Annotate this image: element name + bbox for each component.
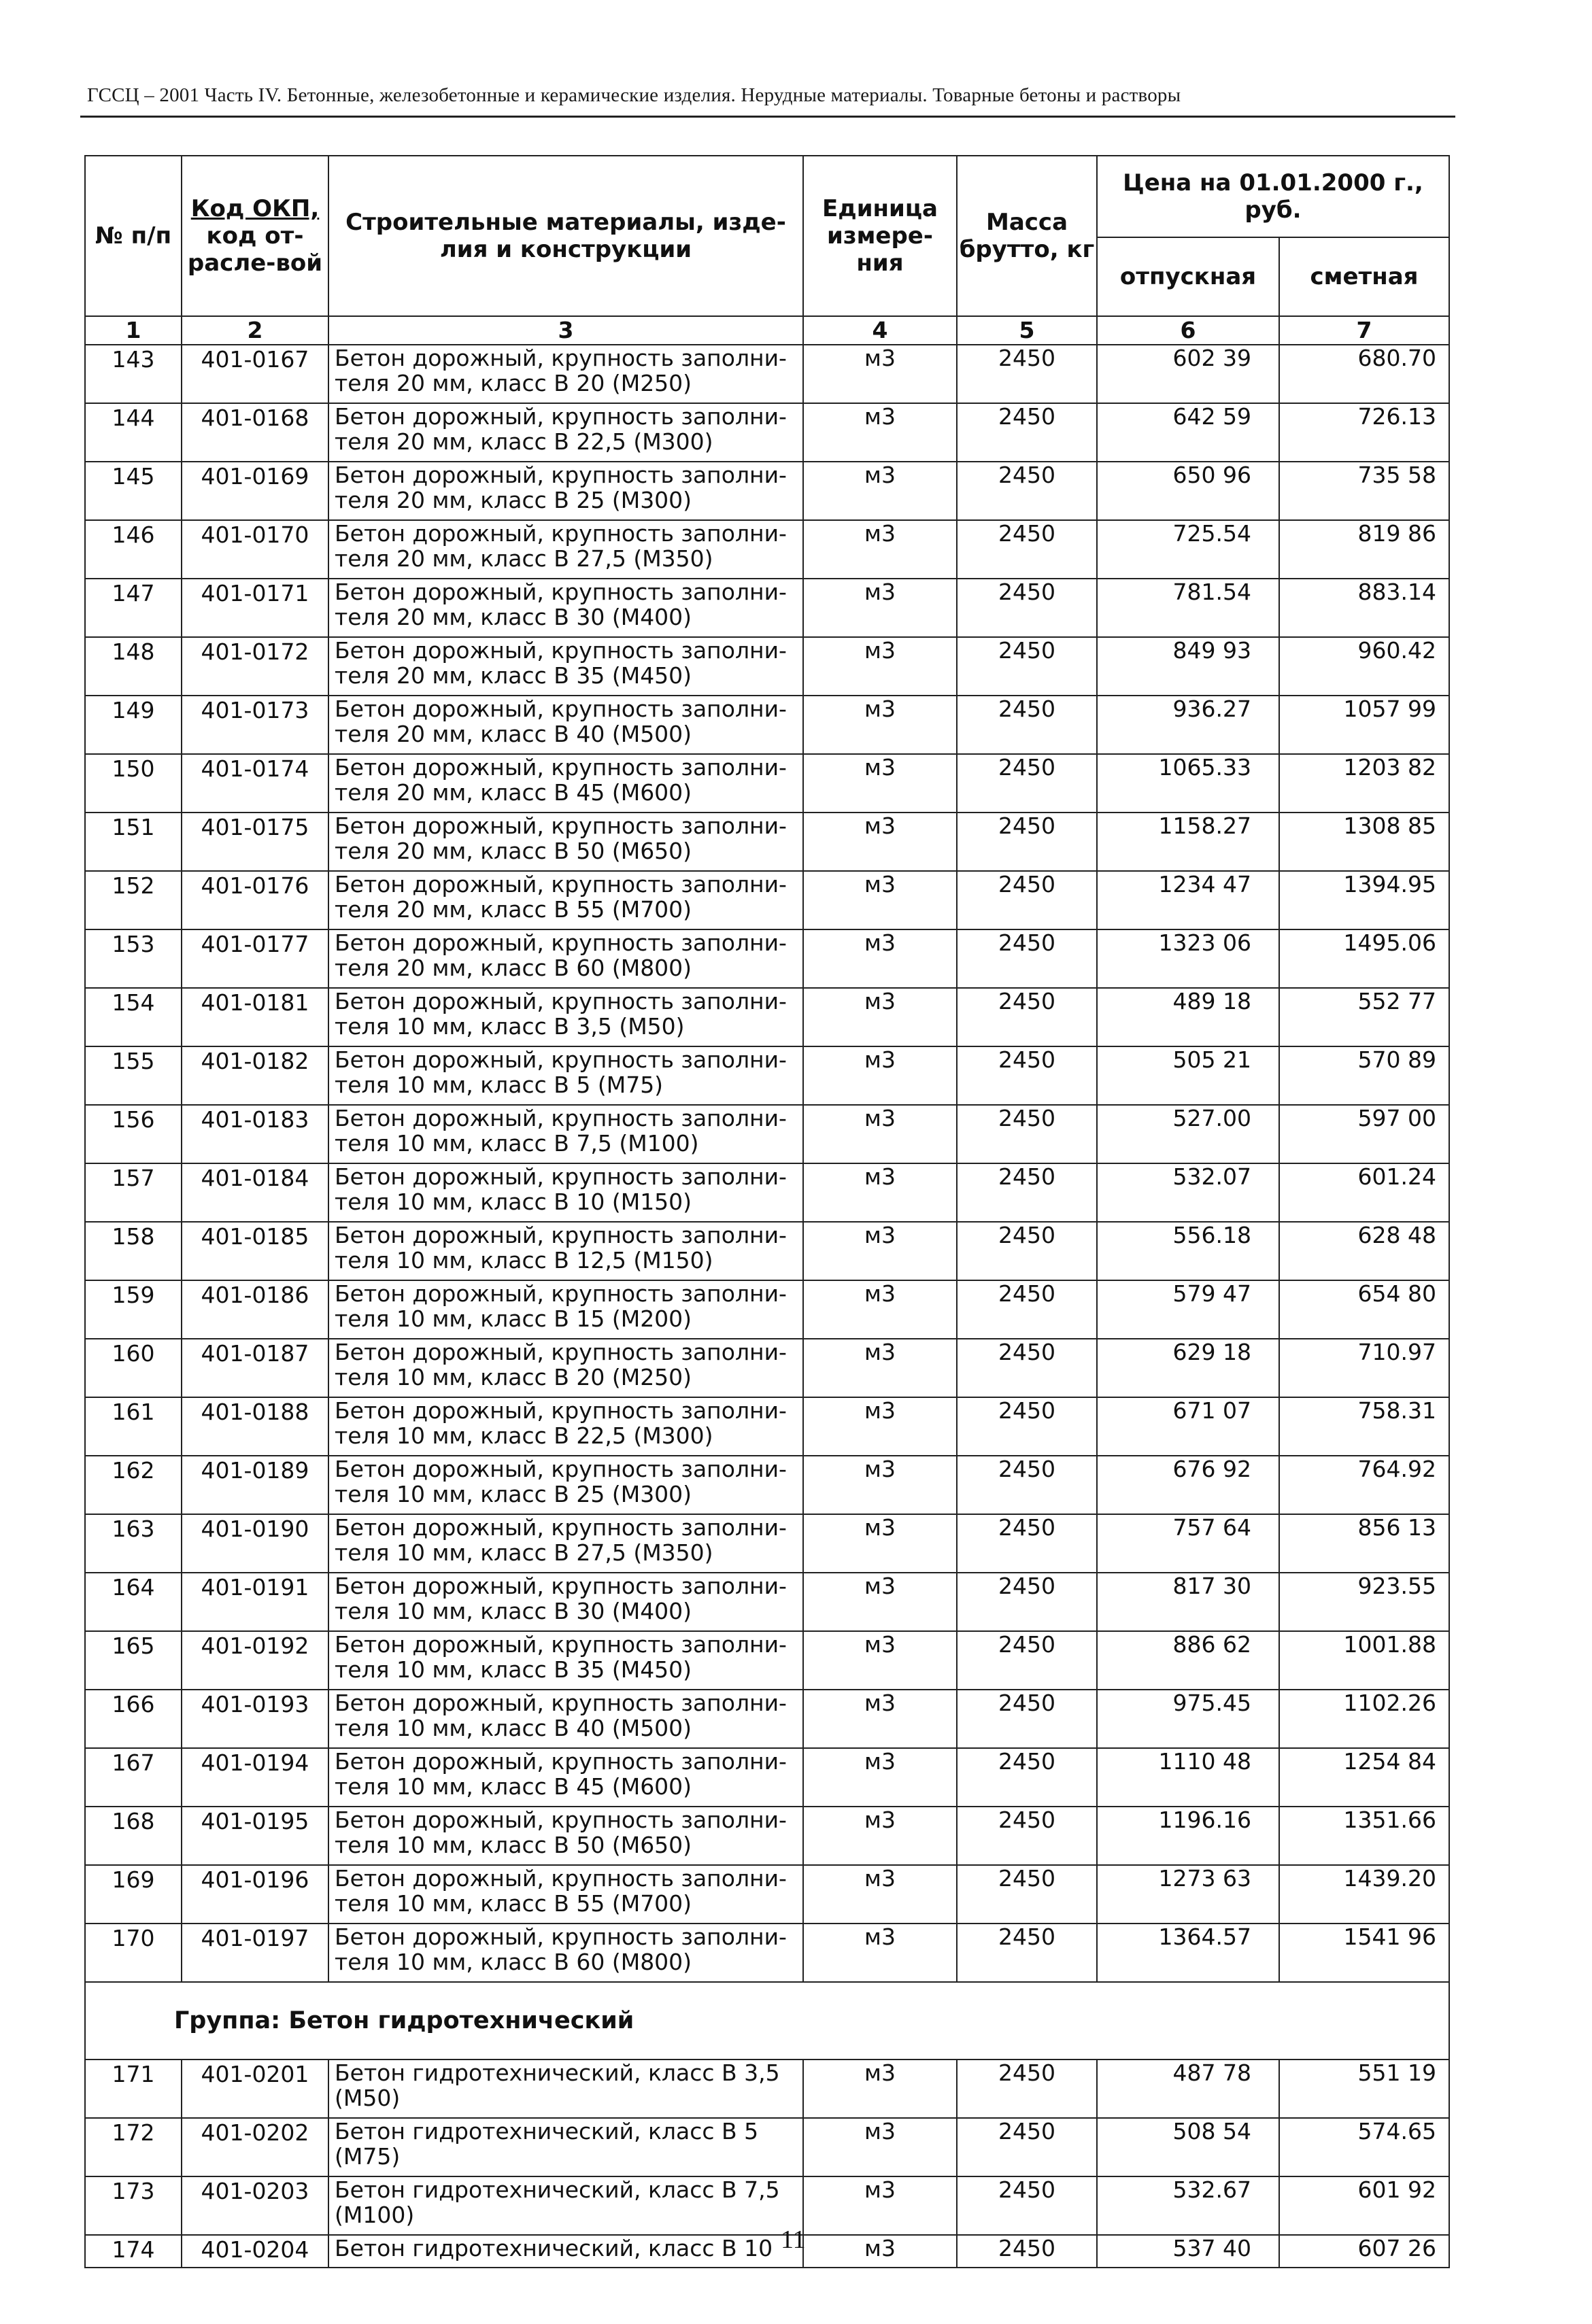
table-row xyxy=(85,1339,1449,1397)
table-row xyxy=(85,1865,1449,1924)
gross-mass: 2450 xyxy=(957,2176,1097,2235)
unit-of-measure: м3 xyxy=(803,520,957,579)
row-number: 160 xyxy=(85,1339,182,1397)
estimate-price: 1439.20 xyxy=(1279,1865,1449,1924)
release-price: 556.18 xyxy=(1097,1222,1279,1280)
table-body-road-concrete xyxy=(85,345,1449,1982)
column-number: 3 xyxy=(328,316,803,345)
gross-mass: 2450 xyxy=(957,403,1097,462)
table-row xyxy=(85,462,1449,520)
okp-code: 401-0185 xyxy=(182,1222,328,1280)
header-num: № п/п xyxy=(85,156,182,316)
gross-mass: 2450 xyxy=(957,1631,1097,1690)
estimate-price: 923.55 xyxy=(1279,1573,1449,1631)
release-price: 650 96 xyxy=(1097,462,1279,520)
gross-mass: 2450 xyxy=(957,1105,1097,1163)
release-price: 489 18 xyxy=(1097,988,1279,1046)
row-number: 170 xyxy=(85,1924,182,1982)
estimate-price: 1495.06 xyxy=(1279,929,1449,988)
unit-of-measure: м3 xyxy=(803,1339,957,1397)
table-row xyxy=(85,1397,1449,1456)
estimate-price: 883.14 xyxy=(1279,579,1449,637)
material-name: Бетон дорожный, крупность заполни-теля 10 мм, класс В 5 (М75) xyxy=(328,1046,803,1105)
unit-of-measure: м3 xyxy=(803,1690,957,1748)
release-price: 1273 63 xyxy=(1097,1865,1279,1924)
okp-code: 401-0195 xyxy=(182,1807,328,1865)
estimate-price: 1308 85 xyxy=(1279,813,1449,871)
header-name: Строительные материалы, изде-лия и конструкции xyxy=(328,156,803,316)
unit-of-measure: м3 xyxy=(803,1280,957,1339)
unit-of-measure: м3 xyxy=(803,1105,957,1163)
row-number: 156 xyxy=(85,1105,182,1163)
release-price: 936.27 xyxy=(1097,696,1279,754)
table-row xyxy=(85,403,1449,462)
release-price: 1065.33 xyxy=(1097,754,1279,813)
group-section xyxy=(85,1982,1449,2060)
gross-mass: 2450 xyxy=(957,1163,1097,1222)
row-number: 155 xyxy=(85,1046,182,1105)
unit-of-measure: м3 xyxy=(803,403,957,462)
column-number: 1 xyxy=(85,316,182,345)
unit-of-measure: м3 xyxy=(803,2176,957,2235)
release-price: 886 62 xyxy=(1097,1631,1279,1690)
table-row xyxy=(85,988,1449,1046)
gross-mass: 2450 xyxy=(957,813,1097,871)
table-body-hydro-concrete xyxy=(85,2060,1449,2268)
release-price: 1323 06 xyxy=(1097,929,1279,988)
estimate-price: 654 80 xyxy=(1279,1280,1449,1339)
unit-of-measure: м3 xyxy=(803,1397,957,1456)
unit-of-measure: м3 xyxy=(803,579,957,637)
okp-code: 401-0187 xyxy=(182,1339,328,1397)
release-price: 532.07 xyxy=(1097,1163,1279,1222)
estimate-price: 819 86 xyxy=(1279,520,1449,579)
release-price: 1110 48 xyxy=(1097,1748,1279,1807)
gross-mass: 2450 xyxy=(957,2060,1097,2118)
table-row xyxy=(85,579,1449,637)
release-price: 757 64 xyxy=(1097,1514,1279,1573)
material-name: Бетон дорожный, крупность заполни-теля 10 мм, класс В 20 (М250) xyxy=(328,1339,803,1397)
gross-mass: 2450 xyxy=(957,1690,1097,1748)
row-number: 159 xyxy=(85,1280,182,1339)
gross-mass: 2450 xyxy=(957,637,1097,696)
group-title: Группа: Бетон гидротехнический xyxy=(85,1982,1449,2060)
estimate-price: 1394.95 xyxy=(1279,871,1449,929)
table-row xyxy=(85,1105,1449,1163)
okp-code: 401-0188 xyxy=(182,1397,328,1456)
release-price: 602 39 xyxy=(1097,345,1279,403)
unit-of-measure: м3 xyxy=(803,871,957,929)
material-name: Бетон дорожный, крупность заполни-теля 10 мм, класс В 60 (М800) xyxy=(328,1924,803,1982)
table-row xyxy=(85,1456,1449,1514)
unit-of-measure: м3 xyxy=(803,1163,957,1222)
unit-of-measure: м3 xyxy=(803,988,957,1046)
material-name: Бетон дорожный, крупность заполни-теля 20 мм, класс В 30 (М400) xyxy=(328,579,803,637)
gross-mass: 2450 xyxy=(957,1339,1097,1397)
estimate-price: 1203 82 xyxy=(1279,754,1449,813)
okp-code: 401-0168 xyxy=(182,403,328,462)
okp-code: 401-0172 xyxy=(182,637,328,696)
estimate-price: 1254 84 xyxy=(1279,1748,1449,1807)
table-row xyxy=(85,813,1449,871)
header-estimate-price: сметная xyxy=(1279,237,1449,316)
okp-code: 401-0176 xyxy=(182,871,328,929)
table-row xyxy=(85,871,1449,929)
material-name: Бетон дорожный, крупность заполни-теля 20 мм, класс В 45 (М600) xyxy=(328,754,803,813)
okp-code: 401-0189 xyxy=(182,1456,328,1514)
row-number: 162 xyxy=(85,1456,182,1514)
unit-of-measure: м3 xyxy=(803,1514,957,1573)
row-number: 172 xyxy=(85,2118,182,2176)
row-number: 154 xyxy=(85,988,182,1046)
material-name: Бетон гидротехнический, класс В 5 (М75) xyxy=(328,2118,803,2176)
material-name: Бетон дорожный, крупность заполни-теля 20 мм, класс В 55 (М700) xyxy=(328,871,803,929)
gross-mass: 2450 xyxy=(957,754,1097,813)
okp-code: 401-0204 xyxy=(182,2235,328,2268)
header-code-okp: Код ОКП, xyxy=(190,195,320,222)
release-price: 676 92 xyxy=(1097,1456,1279,1514)
gross-mass: 2450 xyxy=(957,520,1097,579)
material-name: Бетон дорожный, крупность заполни-теля 20 мм, класс В 50 (М650) xyxy=(328,813,803,871)
table-row xyxy=(85,1631,1449,1690)
row-number: 146 xyxy=(85,520,182,579)
okp-code: 401-0181 xyxy=(182,988,328,1046)
row-number: 174 xyxy=(85,2235,182,2268)
table-row xyxy=(85,754,1449,813)
row-number: 168 xyxy=(85,1807,182,1865)
unit-of-measure: м3 xyxy=(803,1865,957,1924)
price-table xyxy=(84,155,1450,2268)
estimate-price: 1057 99 xyxy=(1279,696,1449,754)
row-number: 149 xyxy=(85,696,182,754)
gross-mass: 2450 xyxy=(957,871,1097,929)
gross-mass: 2450 xyxy=(957,1456,1097,1514)
table-row xyxy=(85,1573,1449,1631)
estimate-price: 551 19 xyxy=(1279,2060,1449,2118)
header-code xyxy=(182,156,328,316)
estimate-price: 764.92 xyxy=(1279,1456,1449,1514)
okp-code: 401-0183 xyxy=(182,1105,328,1163)
gross-mass: 2450 xyxy=(957,1046,1097,1105)
material-name: Бетон дорожный, крупность заполни-теля 10 мм, класс В 55 (М700) xyxy=(328,1865,803,1924)
row-number: 167 xyxy=(85,1748,182,1807)
release-price: 505 21 xyxy=(1097,1046,1279,1105)
release-price: 725.54 xyxy=(1097,520,1279,579)
gross-mass: 2450 xyxy=(957,929,1097,988)
row-number: 164 xyxy=(85,1573,182,1631)
table-row xyxy=(85,2060,1449,2118)
release-price: 1196.16 xyxy=(1097,1807,1279,1865)
unit-of-measure: м3 xyxy=(803,1924,957,1982)
row-number: 169 xyxy=(85,1865,182,1924)
table-row xyxy=(85,2176,1449,2235)
release-price: 1158.27 xyxy=(1097,813,1279,871)
release-price: 1234 47 xyxy=(1097,871,1279,929)
okp-code: 401-0177 xyxy=(182,929,328,988)
estimate-price: 601.24 xyxy=(1279,1163,1449,1222)
material-name: Бетон дорожный, крупность заполни-теля 10 мм, класс В 7,5 (М100) xyxy=(328,1105,803,1163)
okp-code: 401-0167 xyxy=(182,345,328,403)
material-name: Бетон дорожный, крупность заполни-теля 10 мм, класс В 45 (М600) xyxy=(328,1748,803,1807)
estimate-price: 607 26 xyxy=(1279,2235,1449,2268)
material-name: Бетон дорожный, крупность заполни-теля 20 мм, класс В 40 (М500) xyxy=(328,696,803,754)
release-price: 629 18 xyxy=(1097,1339,1279,1397)
estimate-price: 597 00 xyxy=(1279,1105,1449,1163)
material-name: Бетон дорожный, крупность заполни-теля 20 мм, класс В 25 (М300) xyxy=(328,462,803,520)
gross-mass: 2450 xyxy=(957,1924,1097,1982)
table-row xyxy=(85,1163,1449,1222)
header-mass: Масса брутто, кг xyxy=(957,156,1097,316)
estimate-price: 574.65 xyxy=(1279,2118,1449,2176)
gross-mass: 2450 xyxy=(957,696,1097,754)
okp-code: 401-0193 xyxy=(182,1690,328,1748)
gross-mass: 2450 xyxy=(957,1865,1097,1924)
unit-of-measure: м3 xyxy=(803,345,957,403)
gross-mass: 2450 xyxy=(957,1573,1097,1631)
unit-of-measure: м3 xyxy=(803,696,957,754)
estimate-price: 552 77 xyxy=(1279,988,1449,1046)
material-name: Бетон дорожный, крупность заполни-теля 10 мм, класс В 10 (М150) xyxy=(328,1163,803,1222)
table-row xyxy=(85,696,1449,754)
release-price: 1364.57 xyxy=(1097,1924,1279,1982)
okp-code: 401-0184 xyxy=(182,1163,328,1222)
column-number: 6 xyxy=(1097,316,1279,345)
material-name: Бетон дорожный, крупность заполни-теля 20 мм, класс В 60 (М800) xyxy=(328,929,803,988)
unit-of-measure: м3 xyxy=(803,1631,957,1690)
estimate-price: 1351.66 xyxy=(1279,1807,1449,1865)
gross-mass: 2450 xyxy=(957,1397,1097,1456)
row-number: 152 xyxy=(85,871,182,929)
material-name: Бетон дорожный, крупность заполни-теля 10 мм, класс В 22,5 (М300) xyxy=(328,1397,803,1456)
table-row xyxy=(85,1690,1449,1748)
okp-code: 401-0174 xyxy=(182,754,328,813)
estimate-price: 628 48 xyxy=(1279,1222,1449,1280)
table-row xyxy=(85,2235,1449,2268)
okp-code: 401-0201 xyxy=(182,2060,328,2118)
unit-of-measure: м3 xyxy=(803,2060,957,2118)
table-row xyxy=(85,345,1449,403)
gross-mass: 2450 xyxy=(957,2235,1097,2268)
gross-mass: 2450 xyxy=(957,1280,1097,1339)
estimate-price: 1001.88 xyxy=(1279,1631,1449,1690)
estimate-price: 1541 96 xyxy=(1279,1924,1449,1982)
estimate-price: 1102.26 xyxy=(1279,1690,1449,1748)
table-row xyxy=(85,1222,1449,1280)
okp-code: 401-0197 xyxy=(182,1924,328,1982)
row-number: 145 xyxy=(85,462,182,520)
row-number: 144 xyxy=(85,403,182,462)
row-number: 158 xyxy=(85,1222,182,1280)
estimate-price: 735 58 xyxy=(1279,462,1449,520)
estimate-price: 758.31 xyxy=(1279,1397,1449,1456)
okp-code: 401-0191 xyxy=(182,1573,328,1631)
estimate-price: 680.70 xyxy=(1279,345,1449,403)
table-header xyxy=(85,156,1449,345)
material-name: Бетон дорожный, крупность заполни-теля 20 мм, класс В 20 (М250) xyxy=(328,345,803,403)
table-row xyxy=(85,2118,1449,2176)
material-name: Бетон гидротехнический, класс В 7,5 (М100) xyxy=(328,2176,803,2235)
row-number: 166 xyxy=(85,1690,182,1748)
unit-of-measure: м3 xyxy=(803,1222,957,1280)
gross-mass: 2450 xyxy=(957,462,1097,520)
okp-code: 401-0182 xyxy=(182,1046,328,1105)
material-name: Бетон дорожный, крупность заполни-теля 10 мм, класс В 30 (М400) xyxy=(328,1573,803,1631)
unit-of-measure: м3 xyxy=(803,1046,957,1105)
row-number: 143 xyxy=(85,345,182,403)
material-name: Бетон дорожный, крупность заполни-теля 10 мм, класс В 35 (М450) xyxy=(328,1631,803,1690)
column-number: 7 xyxy=(1279,316,1449,345)
okp-code: 401-0194 xyxy=(182,1748,328,1807)
gross-mass: 2450 xyxy=(957,2118,1097,2176)
gross-mass: 2450 xyxy=(957,1514,1097,1573)
unit-of-measure: м3 xyxy=(803,1456,957,1514)
row-number: 150 xyxy=(85,754,182,813)
header-release-price: отпускная xyxy=(1097,237,1279,316)
release-price: 642 59 xyxy=(1097,403,1279,462)
gross-mass: 2450 xyxy=(957,579,1097,637)
okp-code: 401-0186 xyxy=(182,1280,328,1339)
row-number: 148 xyxy=(85,637,182,696)
row-number: 173 xyxy=(85,2176,182,2235)
row-number: 151 xyxy=(85,813,182,871)
page-number: 11 xyxy=(781,2225,806,2254)
material-name: Бетон дорожный, крупность заполни-теля 20 мм, класс В 27,5 (М350) xyxy=(328,520,803,579)
release-price: 487 78 xyxy=(1097,2060,1279,2118)
table-row xyxy=(85,1280,1449,1339)
column-number: 5 xyxy=(957,316,1097,345)
table-row xyxy=(85,1514,1449,1573)
okp-code: 401-0192 xyxy=(182,1631,328,1690)
table-row xyxy=(85,929,1449,988)
release-price: 781.54 xyxy=(1097,579,1279,637)
release-price: 527.00 xyxy=(1097,1105,1279,1163)
unit-of-measure: м3 xyxy=(803,1748,957,1807)
gross-mass: 2450 xyxy=(957,345,1097,403)
gross-mass: 2450 xyxy=(957,1807,1097,1865)
material-name: Бетон дорожный, крупность заполни-теля 10 мм, класс В 25 (М300) xyxy=(328,1456,803,1514)
unit-of-measure: м3 xyxy=(803,462,957,520)
row-number: 171 xyxy=(85,2060,182,2118)
unit-of-measure: м3 xyxy=(803,754,957,813)
column-number: 4 xyxy=(803,316,957,345)
table-row xyxy=(85,1807,1449,1865)
okp-code: 401-0175 xyxy=(182,813,328,871)
okp-code: 401-0169 xyxy=(182,462,328,520)
table-row xyxy=(85,1924,1449,1982)
row-number: 153 xyxy=(85,929,182,988)
material-name: Бетон дорожный, крупность заполни-теля 20 мм, класс В 35 (М450) xyxy=(328,637,803,696)
unit-of-measure: м3 xyxy=(803,1807,957,1865)
header-code-branch: код от-расле-вой xyxy=(187,222,323,277)
gross-mass: 2450 xyxy=(957,988,1097,1046)
material-name: Бетон дорожный, крупность заполни-теля 20 мм, класс В 22,5 (М300) xyxy=(328,403,803,462)
table-row xyxy=(85,520,1449,579)
header-rule xyxy=(80,116,1455,118)
estimate-price: 710.97 xyxy=(1279,1339,1449,1397)
okp-code: 401-0171 xyxy=(182,579,328,637)
release-price: 537 40 xyxy=(1097,2235,1279,2268)
material-name: Бетон дорожный, крупность заполни-теля 10 мм, класс В 12,5 (М150) xyxy=(328,1222,803,1280)
release-price: 849 93 xyxy=(1097,637,1279,696)
okp-code: 401-0170 xyxy=(182,520,328,579)
release-price: 532.67 xyxy=(1097,2176,1279,2235)
row-number: 161 xyxy=(85,1397,182,1456)
release-price: 579 47 xyxy=(1097,1280,1279,1339)
header-unit: Единица измере-ния xyxy=(803,156,957,316)
okp-code: 401-0173 xyxy=(182,696,328,754)
column-number-row xyxy=(85,316,1449,345)
header-price: Цена на 01.01.2000 г., руб. xyxy=(1097,156,1449,237)
unit-of-measure: м3 xyxy=(803,929,957,988)
okp-code: 401-0190 xyxy=(182,1514,328,1573)
release-price: 975.45 xyxy=(1097,1690,1279,1748)
unit-of-measure: м3 xyxy=(803,2118,957,2176)
okp-code: 401-0203 xyxy=(182,2176,328,2235)
material-name: Бетон дорожный, крупность заполни-теля 10 мм, класс В 27,5 (М350) xyxy=(328,1514,803,1573)
gross-mass: 2450 xyxy=(957,1748,1097,1807)
row-number: 157 xyxy=(85,1163,182,1222)
running-header: ГССЦ – 2001 Часть IV. Бетонные, железобетонные и керамические изделия. Нерудные материалы. Товарные бетоны и растворы xyxy=(87,84,1181,106)
row-number: 163 xyxy=(85,1514,182,1573)
release-price: 817 30 xyxy=(1097,1573,1279,1631)
okp-code: 401-0196 xyxy=(182,1865,328,1924)
row-number: 147 xyxy=(85,579,182,637)
table-row xyxy=(85,1748,1449,1807)
gross-mass: 2450 xyxy=(957,1222,1097,1280)
estimate-price: 960.42 xyxy=(1279,637,1449,696)
estimate-price: 856 13 xyxy=(1279,1514,1449,1573)
row-number: 165 xyxy=(85,1631,182,1690)
unit-of-measure: м3 xyxy=(803,813,957,871)
material-name: Бетон гидротехнический, класс В 3,5 (М50) xyxy=(328,2060,803,2118)
release-price: 671 07 xyxy=(1097,1397,1279,1456)
estimate-price: 570 89 xyxy=(1279,1046,1449,1105)
material-name: Бетон дорожный, крупность заполни-теля 10 мм, класс В 3,5 (М50) xyxy=(328,988,803,1046)
material-name: Бетон дорожный, крупность заполни-теля 10 мм, класс В 15 (М200) xyxy=(328,1280,803,1339)
unit-of-measure: м3 xyxy=(803,637,957,696)
estimate-price: 726.13 xyxy=(1279,403,1449,462)
unit-of-measure: м3 xyxy=(803,1573,957,1631)
table-row xyxy=(85,1046,1449,1105)
material-name: Бетон дорожный, крупность заполни-теля 10 мм, класс В 40 (М500) xyxy=(328,1690,803,1748)
estimate-price: 601 92 xyxy=(1279,2176,1449,2235)
okp-code: 401-0202 xyxy=(182,2118,328,2176)
material-name: Бетон гидротехнический, класс В 10 xyxy=(328,2235,803,2268)
table-row xyxy=(85,637,1449,696)
column-number: 2 xyxy=(182,316,328,345)
release-price: 508 54 xyxy=(1097,2118,1279,2176)
unit-of-measure: м3 xyxy=(803,2235,957,2268)
material-name: Бетон дорожный, крупность заполни-теля 10 мм, класс В 50 (М650) xyxy=(328,1807,803,1865)
